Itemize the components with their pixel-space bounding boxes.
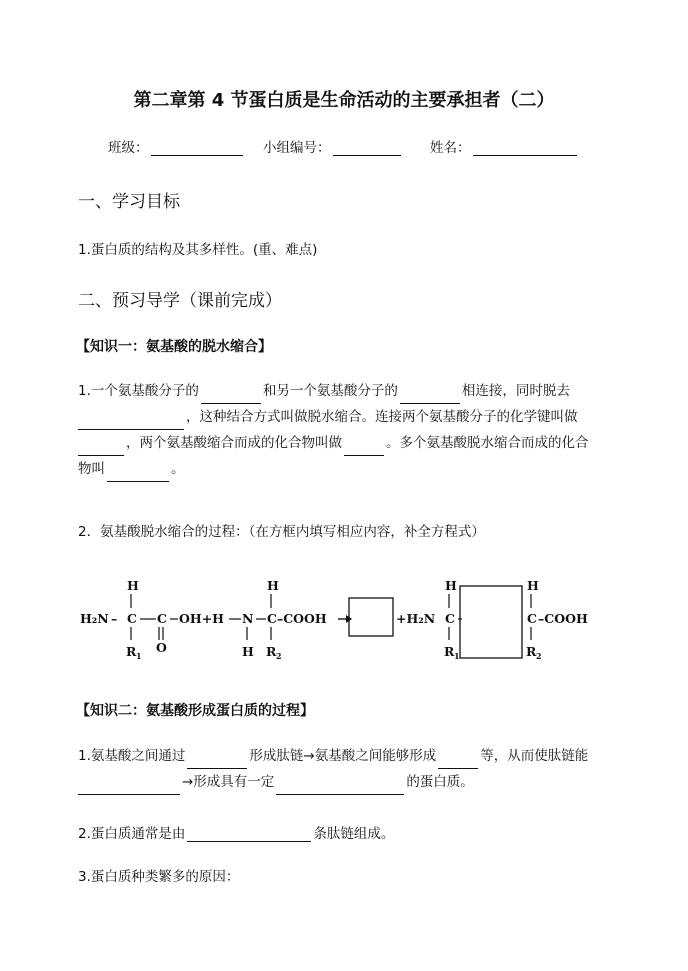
blank-chain-count[interactable] — [187, 827, 311, 842]
eq-h1: H — [127, 578, 139, 593]
blank-hydrogen-bond[interactable] — [438, 754, 478, 769]
blank-fold[interactable] — [78, 780, 180, 795]
section1-heading: 一、学习目标 — [78, 192, 180, 212]
q1-text-h: 。 — [171, 461, 185, 477]
eq-n: N — [242, 611, 254, 626]
blank-spatial-structure[interactable] — [276, 780, 404, 795]
eq-r1b: R — [444, 644, 455, 659]
q1-text-d: ，这种结合方式叫做脱水缩合。连接两个氨基酸分子的化学键叫做 — [186, 409, 578, 425]
blank-amino-group[interactable] — [201, 389, 261, 404]
eq-cooh-2: –COOH — [538, 611, 588, 626]
knowledge2-q2 — [78, 822, 394, 842]
eq-r2b: R — [526, 644, 537, 659]
eq-r2: R — [266, 644, 277, 659]
eq-plus-h2n: +H₂N — [396, 611, 436, 626]
q1-text-b: 和另一个氨基酸分子的 — [262, 383, 398, 399]
k2q1-text-a: 1.氨基酸之间通过 — [78, 748, 186, 764]
q1-text-c: 相连接，同时脱去 — [461, 383, 570, 399]
eq-c3: C — [445, 611, 455, 626]
k2q2-text-b: 条肽链组成。 — [313, 826, 395, 842]
eq-r2b-sub: 2 — [536, 651, 542, 661]
class-label: 班级： — [108, 140, 149, 156]
k2q1-text-e: 的蛋白质。 — [406, 774, 474, 790]
eq-r1: R — [126, 644, 137, 659]
knowledge1-q2: 2．氨基酸脱水缩合的过程：（在方框内填写相应内容，补全方程式） — [78, 524, 485, 540]
eq-h3: H — [242, 644, 254, 659]
k2q1-text-b: 形成肽链→氨基酸之间能够形成 — [249, 748, 437, 764]
k2q1-text-c: 等，从而使肽链能 — [480, 748, 589, 764]
q1-text-g: 物叫 — [78, 461, 105, 477]
class-blank[interactable] — [151, 141, 243, 156]
group-label: 小组编号： — [263, 140, 331, 156]
blank-dehydration[interactable] — [187, 754, 247, 769]
eq-dash1: – — [111, 611, 118, 626]
eq-h2n-1: H₂N — [80, 611, 109, 626]
knowledge2-q1 — [78, 743, 618, 795]
knowledge1-q1 — [78, 378, 618, 482]
answer-box-water[interactable] — [349, 598, 393, 636]
blank-removed-molecule[interactable] — [78, 415, 184, 430]
knowledge1-heading: 【知识一：氨基酸的脱水缩合】 — [76, 339, 272, 355]
page-title: 第二章第 4 节蛋白质是生命活动的主要承担者（二） — [133, 90, 555, 111]
q1-text-a: 1.一个氨基酸分子的 — [78, 383, 199, 399]
eq-c1: C — [127, 611, 137, 626]
blank-dipeptide[interactable] — [344, 441, 384, 456]
eq-oh-plus-h: OH+H — [179, 611, 224, 626]
blank-bond-name[interactable] — [78, 441, 124, 456]
knowledge2-q3: 3.蛋白质种类繁多的原因： — [78, 869, 240, 885]
k2q1-text-d: →形成具有一定 — [182, 774, 275, 790]
name-field — [430, 136, 579, 156]
eq-r2-sub: 2 — [276, 651, 282, 661]
eq-r1b-sub: 1 — [454, 651, 460, 661]
group-field — [263, 136, 403, 156]
k2q2-text-a: 2.蛋白质通常是由 — [78, 826, 186, 842]
name-label: 姓名： — [430, 140, 471, 156]
eq-h5: H — [445, 578, 457, 593]
eq-c4: C — [527, 611, 537, 626]
blank-polypeptide[interactable] — [107, 467, 169, 482]
group-blank[interactable] — [333, 141, 401, 156]
q1-text-f: 。多个氨基酸脱水缩合而成的化合 — [386, 435, 589, 451]
name-blank[interactable] — [473, 141, 577, 156]
eq-c-cooh: C–COOH — [267, 611, 327, 626]
knowledge2-heading: 【知识二：氨基酸形成蛋白质的过程】 — [76, 703, 314, 719]
eq-c2: C — [157, 611, 167, 626]
eq-h6: H — [527, 578, 539, 593]
blank-carboxyl-group[interactable] — [400, 389, 460, 404]
eq-h4: H — [267, 578, 279, 593]
q1-text-e: ，两个氨基酸缩合而成的化合物叫做 — [126, 435, 342, 451]
class-field — [108, 136, 245, 156]
eq-r1-sub: 1 — [136, 651, 142, 661]
section2-heading: 二、预习导学（课前完成） — [78, 291, 282, 311]
eq-o: O — [156, 640, 167, 655]
dehydration-equation — [0, 568, 688, 668]
objective-item: 1.蛋白质的结构及其多样性。(重、难点) — [78, 242, 318, 258]
answer-box-peptide-bond[interactable] — [460, 586, 522, 658]
